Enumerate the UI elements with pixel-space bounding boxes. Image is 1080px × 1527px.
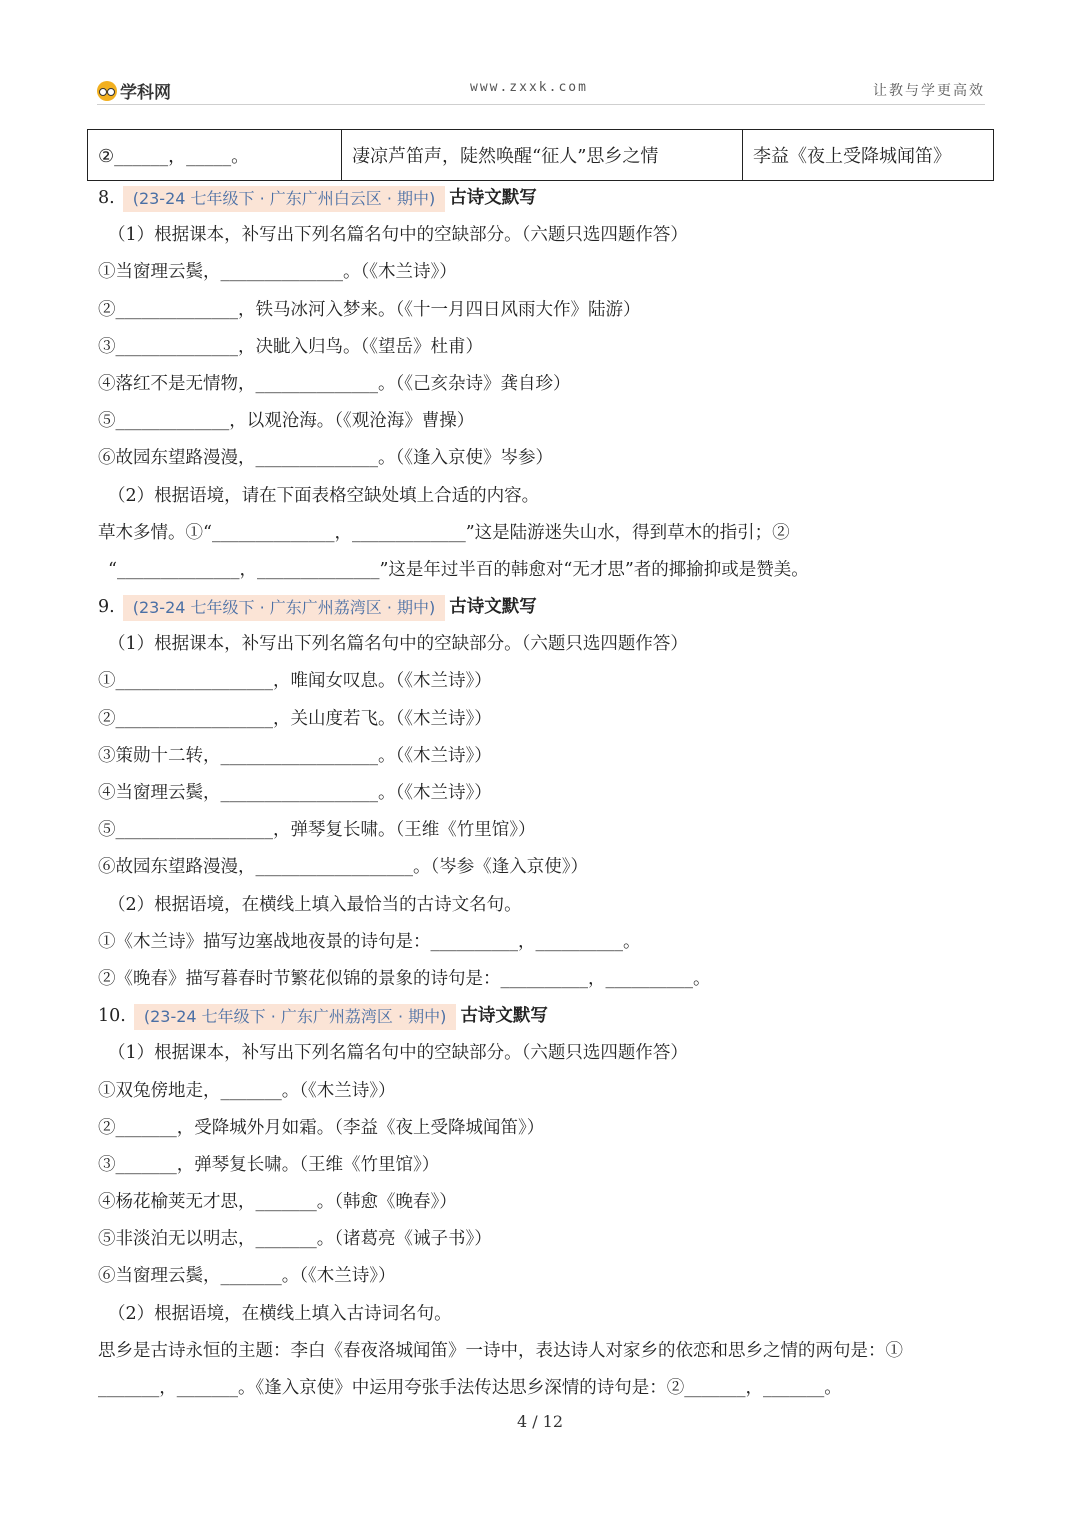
question-line: ⑤_____________，以观沧海。（《观沧海》曹操） [98,411,475,432]
table-row [88,130,994,181]
question-line: ②_______，受降城外月如霜。（李益《夜上受降城闻笛》） [98,1117,545,1138]
question-line: ①__________________，唯闻女叹息。（《木兰诗》） [98,671,492,692]
question-line: ⑤__________________，弹琴复长啸。（王维《竹里馆》） [98,820,536,841]
question-line: ④当窗理云鬓，__________________。（《木兰诗》） [98,783,492,803]
question-content [98,180,998,1407]
logo-text: 学科网 [120,83,171,103]
question-line: （2）根据语境，在横线上填入最恰当的古诗文名句。 [108,894,522,915]
question-line: ③______________，决眦入归鸟。（《望岳》杜甫） [98,336,483,357]
question-line: （2）根据语境，请在下面表格空缺处填上合适的内容。 [108,485,540,506]
page-number: 4 / 12 [516,1412,564,1431]
table-cell-context: 凄凉芦笛声，陡然唤醒“征人”思乡之情 [342,130,743,181]
question-line: ③_______，弹琴复长啸。（王维《竹里馆》） [98,1154,440,1175]
slogan: 让教与学更高效 [873,83,985,99]
question-9-heading [98,589,998,626]
owl-logo-icon [97,81,117,101]
question-line: ②《晚春》描写暮春时节繁花似锦的景象的诗句是：__________，__________。 [98,968,711,989]
question-line: ②__________________，关山度若飞。（《木兰诗》） [98,708,492,729]
question-line: （2）根据语境，在横线上填入古诗词名句。 [108,1303,452,1324]
question-type: 古诗文默写 [460,1006,548,1027]
question-type: 古诗文默写 [449,188,537,208]
question-line: ④杨花榆荚无才思，_______。（韩愈《晚春》） [98,1192,457,1213]
question-line: ⑥故园东望路漫漫，__________________。（岑参《逢入京使》） [98,857,588,878]
question-10-heading [98,998,998,1035]
question-line: _______，_______。《逢入京使》中运用夸张手法传达思乡深情的诗句是：②_______，_______。 [98,1378,842,1398]
poem-table-fragment [87,129,994,181]
question-line: ⑤非淡泊无以明志，_______。（诸葛亮《诫子书》） [98,1229,492,1250]
question-line: “______________，______________”这是年过半百的韩愈对“无才思”者的揶揄抑或是赞美。 [108,559,809,580]
question-line: 思乡是古诗永恒的主题：李白《春夜洛城闻笛》一诗中，表达诗人对家乡的依恋和思乡之情的两句是：① [98,1340,903,1361]
question-source-tag: (23-24 七年级下 · 广东广州白云区 · 期中) [123,186,446,212]
question-line: ①当窗理云鬓，______________。（《木兰诗》） [98,262,457,283]
question-line: ⑥当窗理云鬓，_______。（《木兰诗》） [98,1266,396,1287]
question-line: ②______________，铁马冰河入梦来。（《十一月四日风雨大作》陆游） [98,299,641,320]
question-line: ①《木兰诗》描写边塞战地夜景的诗句是：__________，__________。 [98,931,641,952]
question-source-tag: (23-24 七年级下 · 广东广州荔湾区 · 期中) [123,595,446,621]
question-line: 草木多情。①“______________，_____________”这是陆游迷失山水，得到草木的指引；② [98,522,790,543]
question-line: （1）根据课本，补写出下列名篇名句中的空缺部分。（六题只选四题作答） [108,225,688,246]
question-line: ①双兔傍地走，_______。（《木兰诗》） [98,1080,396,1101]
page-header [97,76,985,105]
question-line: ⑥故园东望路漫漫，______________。（《逢入京使》岑参） [98,448,553,469]
table-cell-source: 李益《夜上受降城闻笛》 [743,130,994,181]
question-line: ④落红不是无情物，______________。（《己亥杂诗》龚自珍） [98,373,571,394]
logo[interactable] [97,78,171,103]
question-number: 9. [98,597,115,618]
question-number: 10. [98,1006,126,1027]
site-url: www.zxxk.com [470,80,588,95]
question-line: ③策勋十二转，__________________。（《木兰诗》） [98,745,492,766]
question-source-tag: (23-24 七年级下 · 广东广州荔湾区 · 期中) [134,1004,457,1030]
table-cell-blank: ②______，_____。 [88,130,342,181]
question-number: 8. [98,188,115,208]
question-type: 古诗文默写 [449,597,537,618]
question-line: （1）根据课本，补写出下列名篇名句中的空缺部分。（六题只选四题作答） [108,634,688,655]
question-8-heading [98,180,998,217]
question-line: （1）根据课本，补写出下列名篇名句中的空缺部分。（六题只选四题作答） [108,1043,688,1064]
